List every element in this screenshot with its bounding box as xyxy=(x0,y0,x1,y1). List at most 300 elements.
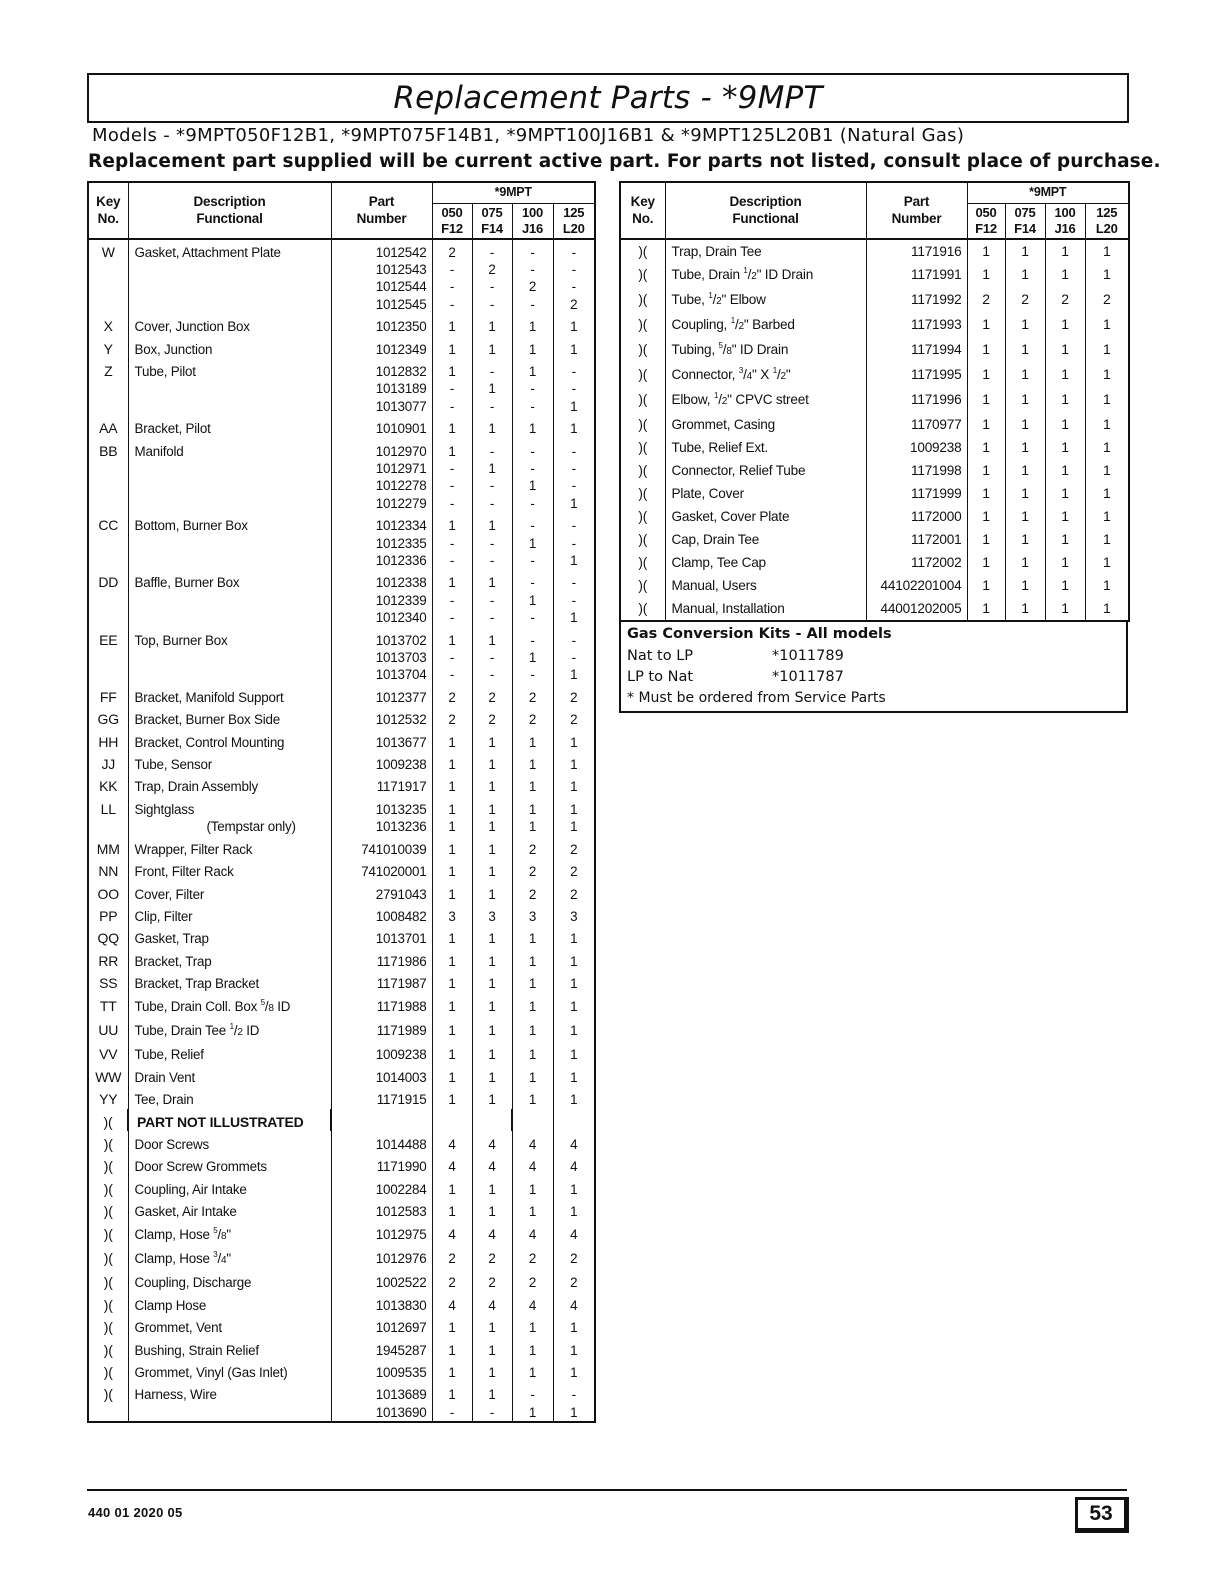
description-cell xyxy=(128,460,331,477)
parts-table-left xyxy=(87,181,596,1423)
part-number-cell: 1012334 xyxy=(331,512,432,534)
quantity-cell: 2 xyxy=(553,296,595,313)
part-number-cell: 741010039 xyxy=(331,836,432,858)
key-cell: Z xyxy=(88,358,128,380)
kit-part: *1011787 xyxy=(772,669,844,685)
description-cell: Door Screws xyxy=(128,1131,331,1153)
part-number-cell: 1012975 xyxy=(331,1221,432,1245)
fraction: $^1$/2 xyxy=(730,315,744,332)
quantity-cell: - xyxy=(472,438,512,460)
table-row xyxy=(88,569,595,591)
part-number-cell: 1012279 xyxy=(331,495,432,512)
part-number-cell: 1013701 xyxy=(331,925,432,947)
quantity-cell: - xyxy=(472,398,512,415)
part-number-cell: 1012532 xyxy=(331,706,432,728)
quantity-cell: 1 xyxy=(432,1176,472,1198)
quantity-cell: 2 xyxy=(512,684,553,706)
part-number-cell: 1172001 xyxy=(866,528,967,551)
quantity-cell: - xyxy=(432,666,472,683)
fraction-numerator: 1 xyxy=(229,1021,234,1031)
quantity-cell: 1 xyxy=(1005,313,1045,338)
description-cell xyxy=(128,552,331,569)
key-cell xyxy=(88,278,128,295)
fraction-numerator: 5 xyxy=(260,997,265,1007)
quantity-cell: - xyxy=(553,535,595,552)
key-cell: )( xyxy=(620,363,665,388)
quantity-cell: - xyxy=(432,398,472,415)
quantity-cell: 3 xyxy=(512,903,553,925)
quantity-cell: 1 xyxy=(1005,574,1045,597)
quantity-cell: 2 xyxy=(553,684,595,706)
quantity-cell: 1 xyxy=(512,1359,553,1381)
table-row xyxy=(88,1245,595,1269)
quantity-cell: 1 xyxy=(432,1198,472,1220)
quantity-cell: - xyxy=(432,495,472,512)
fraction-denominator: 2 xyxy=(721,395,728,407)
quantity-cell xyxy=(512,1109,553,1131)
key-cell: )( xyxy=(88,1359,128,1381)
table-row xyxy=(88,261,595,278)
quantity-cell: 1 xyxy=(553,1314,595,1336)
fraction: $^5$/8 xyxy=(213,1225,227,1242)
quantity-cell: 1 xyxy=(967,263,1005,288)
quantity-cell: 1 xyxy=(553,1041,595,1063)
model-column-header: 100 J16 xyxy=(1045,203,1085,239)
table-row xyxy=(88,649,595,666)
quantity-cell: 1 xyxy=(967,505,1005,528)
table-row xyxy=(88,706,595,728)
quantity-cell: 4 xyxy=(432,1292,472,1314)
quantity-cell: - xyxy=(512,495,553,512)
table-row xyxy=(88,1359,595,1381)
description-cell: Tee, Drain xyxy=(128,1086,331,1108)
table-row xyxy=(88,609,595,626)
quantity-cell: 1 xyxy=(967,482,1005,505)
quantity-cell: 1 xyxy=(967,388,1005,413)
key-cell: YY xyxy=(88,1086,128,1108)
part-number-cell: 1012542 xyxy=(331,239,432,261)
quantity-cell: 1 xyxy=(432,1381,472,1403)
fraction-numerator: 5 xyxy=(718,340,723,350)
part-number-cell: 1012544 xyxy=(331,278,432,295)
quantity-cell: 1 xyxy=(432,881,472,903)
quantity-cell: 1 xyxy=(472,925,512,947)
fraction: $^5$/8 xyxy=(260,997,274,1014)
quantity-cell: 1 xyxy=(1045,388,1085,413)
quantity-cell: 1 xyxy=(512,1314,553,1336)
part-number-cell: 1170977 xyxy=(866,413,967,436)
key-cell: )( xyxy=(620,239,665,263)
quantity-cell: 1 xyxy=(1085,459,1129,482)
table-row xyxy=(88,477,595,494)
description-cell: Plate, Cover xyxy=(665,482,866,505)
part-number-cell: 1012545 xyxy=(331,296,432,313)
quantity-cell: - xyxy=(472,1404,512,1422)
quantity-cell: 1 xyxy=(512,796,553,818)
quantity-cell: 1 xyxy=(432,1337,472,1359)
table-row xyxy=(620,574,1129,597)
quantity-cell: 1 xyxy=(432,336,472,358)
quantity-cell: 1 xyxy=(1085,413,1129,436)
quantity-cell: 1 xyxy=(1045,459,1085,482)
model-column-header: 075 F14 xyxy=(1005,203,1045,239)
table-row xyxy=(88,1381,595,1403)
quantity-cell: 4 xyxy=(512,1292,553,1314)
part-number-cell: 1008482 xyxy=(331,903,432,925)
table-row xyxy=(88,948,595,970)
description-cell: Clamp, Tee Cap xyxy=(665,551,866,574)
quantity-cell: 2 xyxy=(553,706,595,728)
key-cell xyxy=(88,477,128,494)
table-row xyxy=(88,512,595,534)
quantity-cell: 3 xyxy=(553,903,595,925)
quantity-cell: - xyxy=(553,649,595,666)
quantity-cell: 2 xyxy=(432,706,472,728)
table-row xyxy=(88,970,595,992)
quantity-cell: - xyxy=(432,460,472,477)
quantity-cell: - xyxy=(432,380,472,397)
quantity-cell: 1 xyxy=(553,796,595,818)
key-cell: )( xyxy=(620,263,665,288)
part-number-cell: 44001202005 xyxy=(866,597,967,621)
quantity-cell: 2 xyxy=(472,706,512,728)
quantity-cell: 1 xyxy=(432,569,472,591)
part-number-cell: 1171999 xyxy=(866,482,967,505)
quantity-cell: 4 xyxy=(432,1131,472,1153)
quantity-cell: 1 xyxy=(472,796,512,818)
quantity-cell: - xyxy=(553,380,595,397)
description-cell: Grommet, Vent xyxy=(128,1314,331,1336)
model-column-header: 050 F12 xyxy=(432,203,472,239)
quantity-cell: 4 xyxy=(512,1131,553,1153)
key-cell: )( xyxy=(88,1269,128,1291)
quantity-cell: 1 xyxy=(967,313,1005,338)
quantity-cell: 3 xyxy=(472,903,512,925)
description-cell: Grommet, Casing xyxy=(665,413,866,436)
fraction: $^1$/2 xyxy=(708,290,722,307)
model-column-header: 125 L20 xyxy=(553,203,595,239)
quantity-cell: 1 xyxy=(472,773,512,795)
quantity-cell: - xyxy=(512,261,553,278)
quantity-cell: 4 xyxy=(472,1153,512,1175)
key-cell: )( xyxy=(620,482,665,505)
part-number-cell: 1012697 xyxy=(331,1314,432,1336)
quantity-cell: 1 xyxy=(432,1017,472,1041)
description-cell: Elbow, $^1$/2" CPVC street xyxy=(665,388,866,413)
quantity-cell: 2 xyxy=(553,836,595,858)
quantity-cell: 1 xyxy=(553,1086,595,1108)
description-cell xyxy=(128,380,331,397)
fraction-denominator: 2 xyxy=(780,370,786,382)
quantity-cell: 1 xyxy=(553,552,595,569)
table-row xyxy=(88,495,595,512)
quantity-cell: - xyxy=(512,512,553,534)
description-cell xyxy=(128,398,331,415)
quantity-cell: - xyxy=(553,627,595,649)
table-row xyxy=(620,597,1129,621)
part-number-cell: 1171916 xyxy=(866,239,967,263)
key-cell: PP xyxy=(88,903,128,925)
table-row xyxy=(88,358,595,380)
part-number-cell: 1172002 xyxy=(866,551,967,574)
quantity-cell: - xyxy=(553,477,595,494)
quantity-cell: 1 xyxy=(432,358,472,380)
description-cell: Grommet, Vinyl (Gas Inlet) xyxy=(128,1359,331,1381)
key-cell: QQ xyxy=(88,925,128,947)
kit-row xyxy=(627,669,1120,690)
table-row xyxy=(620,363,1129,388)
quantity-cell: 1 xyxy=(472,818,512,835)
quantity-cell: 4 xyxy=(553,1221,595,1245)
quantity-cell: - xyxy=(553,460,595,477)
key-cell: )( xyxy=(620,413,665,436)
quantity-cell: 1 xyxy=(512,1017,553,1041)
part-number-cell: 1013077 xyxy=(331,398,432,415)
part-number-cell: 1012832 xyxy=(331,358,432,380)
page-number: 53 xyxy=(1075,1497,1129,1533)
quantity-cell: 1 xyxy=(472,569,512,591)
description-cell: Tube, Drain $^1$/2" ID Drain xyxy=(665,263,866,288)
key-cell: NN xyxy=(88,858,128,880)
table-row xyxy=(88,278,595,295)
description-cell: Coupling, $^1$/2" Barbed xyxy=(665,313,866,338)
key-cell: LL xyxy=(88,796,128,818)
quantity-cell: 1 xyxy=(1005,388,1045,413)
quantity-cell: - xyxy=(512,569,553,591)
key-cell: )( xyxy=(88,1109,128,1131)
part-number-cell: 1012583 xyxy=(331,1198,432,1220)
key-cell xyxy=(88,609,128,626)
description-cell: PART NOT ILLUSTRATED xyxy=(128,1109,331,1131)
key-cell: Y xyxy=(88,336,128,358)
key-cell: FF xyxy=(88,684,128,706)
quantity-cell: 1 xyxy=(432,1041,472,1063)
quantity-cell: 1 xyxy=(1005,338,1045,363)
quantity-cell: 2 xyxy=(512,881,553,903)
quantity-cell: 4 xyxy=(553,1153,595,1175)
model-column-header: 075 F14 xyxy=(472,203,512,239)
description-cell: Baffle, Burner Box xyxy=(128,569,331,591)
part-number-cell: 44102201004 xyxy=(866,574,967,597)
quantity-cell: 1 xyxy=(472,512,512,534)
description-cell: Harness, Wire xyxy=(128,1381,331,1403)
table-row xyxy=(88,398,595,415)
table-row xyxy=(88,1314,595,1336)
quantity-cell: 1 xyxy=(553,1176,595,1198)
quantity-cell: - xyxy=(553,358,595,380)
key-cell: CC xyxy=(88,512,128,534)
quantity-cell: - xyxy=(472,535,512,552)
quantity-cell: 1 xyxy=(472,1314,512,1336)
key-cell xyxy=(88,460,128,477)
fraction-numerator: 1 xyxy=(730,315,735,325)
quantity-cell: 1 xyxy=(472,1337,512,1359)
part-number-cell: 1171993 xyxy=(866,313,967,338)
quantity-cell: 1 xyxy=(472,415,512,437)
part-number-header: Part Number xyxy=(331,182,432,239)
part-number-cell: 1013704 xyxy=(331,666,432,683)
quantity-cell: 1 xyxy=(553,1017,595,1041)
quantity-cell: - xyxy=(472,666,512,683)
quantity-cell: 1 xyxy=(472,993,512,1017)
part-number-cell: 1012350 xyxy=(331,313,432,335)
description-cell: Drain Vent xyxy=(128,1064,331,1086)
key-cell: BB xyxy=(88,438,128,460)
key-cell: DD xyxy=(88,569,128,591)
key-cell: )( xyxy=(88,1245,128,1269)
quantity-cell: - xyxy=(432,535,472,552)
key-cell: MM xyxy=(88,836,128,858)
key-cell xyxy=(88,495,128,512)
description-cell xyxy=(128,495,331,512)
quantity-cell: - xyxy=(432,278,472,295)
quantity-cell: 2 xyxy=(512,836,553,858)
table-row xyxy=(88,1153,595,1175)
fraction-denominator: 8 xyxy=(221,1230,227,1242)
quantity-cell: 4 xyxy=(553,1131,595,1153)
table-row xyxy=(620,436,1129,459)
key-cell: W xyxy=(88,239,128,261)
key-cell: )( xyxy=(88,1337,128,1359)
key-cell xyxy=(88,380,128,397)
description-cell xyxy=(128,649,331,666)
description-cell: Trap, Drain Tee xyxy=(665,239,866,263)
table-row xyxy=(620,505,1129,528)
part-number-cell: 1002284 xyxy=(331,1176,432,1198)
quantity-cell: 1 xyxy=(1085,239,1129,263)
table-row xyxy=(620,551,1129,574)
key-cell: OO xyxy=(88,881,128,903)
description-cell xyxy=(128,1404,331,1422)
fraction: $^1$/2 xyxy=(743,265,757,282)
quantity-cell: 4 xyxy=(472,1221,512,1245)
description-cell xyxy=(128,535,331,552)
table-row xyxy=(88,881,595,903)
page-title-box xyxy=(87,73,1129,123)
quantity-cell: 1 xyxy=(472,1064,512,1086)
part-number-cell: 1013677 xyxy=(331,729,432,751)
part-number-header: Part Number xyxy=(866,182,967,239)
part-number-cell: 1012336 xyxy=(331,552,432,569)
quantity-cell: 1 xyxy=(967,551,1005,574)
quantity-cell: 2 xyxy=(512,858,553,880)
quantity-cell: 1 xyxy=(1085,363,1129,388)
quantity-cell: 1 xyxy=(472,1198,512,1220)
part-number-cell: 1009238 xyxy=(331,751,432,773)
quantity-cell: 1 xyxy=(1005,263,1045,288)
table-row xyxy=(88,535,595,552)
key-cell: TT xyxy=(88,993,128,1017)
part-number-cell: 1171990 xyxy=(331,1153,432,1175)
quantity-cell: 1 xyxy=(1045,363,1085,388)
key-cell: )( xyxy=(620,551,665,574)
quantity-cell: 1 xyxy=(967,239,1005,263)
part-number-cell: 1012349 xyxy=(331,336,432,358)
quantity-cell: - xyxy=(512,666,553,683)
quantity-cell: 1 xyxy=(1045,263,1085,288)
quantity-cell: 1 xyxy=(1085,528,1129,551)
kit-label: Nat to LP xyxy=(627,648,694,664)
quantity-cell: - xyxy=(432,552,472,569)
quantity-cell: 1 xyxy=(512,1041,553,1063)
part-number-cell: 1013236 xyxy=(331,818,432,835)
description-cell: Tube, Sensor xyxy=(128,751,331,773)
description-cell: Bracket, Pilot xyxy=(128,415,331,437)
quantity-cell: 1 xyxy=(553,925,595,947)
quantity-cell: 1 xyxy=(432,858,472,880)
quantity-cell: 1 xyxy=(472,970,512,992)
part-number-cell: 1171995 xyxy=(866,363,967,388)
description-cell: Tube, Relief xyxy=(128,1041,331,1063)
table-row xyxy=(88,751,595,773)
table-row xyxy=(88,1221,595,1245)
description-cell: Tube, Drain Coll. Box $^5$/8 ID xyxy=(128,993,331,1017)
key-cell: )( xyxy=(88,1221,128,1245)
key-cell: UU xyxy=(88,1017,128,1041)
key-cell: )( xyxy=(620,436,665,459)
fraction: $^5$/8 xyxy=(718,340,732,357)
model-group-header: *9MPT xyxy=(432,182,595,203)
part-number-cell: 1013189 xyxy=(331,380,432,397)
table-row xyxy=(620,388,1129,413)
table-row xyxy=(88,796,595,818)
quantity-cell: 1 xyxy=(432,1086,472,1108)
description-cell: Bracket, Burner Box Side xyxy=(128,706,331,728)
fraction-numerator: 1 xyxy=(708,290,713,300)
part-number-cell: 1171989 xyxy=(331,1017,432,1041)
quantity-cell: 2 xyxy=(512,706,553,728)
quantity-cell: - xyxy=(512,609,553,626)
quantity-cell: 1 xyxy=(512,415,553,437)
quantity-cell: 1 xyxy=(512,993,553,1017)
key-cell: )( xyxy=(88,1198,128,1220)
quantity-cell: 1 xyxy=(512,1198,553,1220)
table-row xyxy=(88,1064,595,1086)
quantity-cell: - xyxy=(553,512,595,534)
quantity-cell: 1 xyxy=(1085,597,1129,621)
quantity-cell: 1 xyxy=(1085,338,1129,363)
key-cell: )( xyxy=(620,505,665,528)
page-title: Replacement Parts - *9MPT xyxy=(393,80,823,116)
quantity-cell: 1 xyxy=(512,1337,553,1359)
key-cell: )( xyxy=(620,597,665,621)
key-cell: KK xyxy=(88,773,128,795)
quantity-cell: 4 xyxy=(512,1153,553,1175)
part-number-cell: 1171994 xyxy=(866,338,967,363)
quantity-cell: - xyxy=(512,296,553,313)
quantity-cell: 1 xyxy=(553,773,595,795)
quantity-cell: 1 xyxy=(512,358,553,380)
quantity-cell: - xyxy=(432,261,472,278)
fraction: $^3$/4 xyxy=(738,365,753,382)
part-number-cell: 2791043 xyxy=(331,881,432,903)
table-row xyxy=(88,1109,595,1131)
key-cell: EE xyxy=(88,627,128,649)
quantity-cell: 1 xyxy=(1005,239,1045,263)
quantity-cell: 1 xyxy=(1005,505,1045,528)
part-number-cell: 1171991 xyxy=(866,263,967,288)
quantity-cell: 1 xyxy=(1005,482,1045,505)
quantity-cell xyxy=(432,1109,472,1131)
fraction-denominator: 8 xyxy=(268,1002,274,1014)
quantity-cell: 1 xyxy=(553,948,595,970)
quantity-cell xyxy=(472,1109,512,1131)
key-cell: GG xyxy=(88,706,128,728)
kits-title: Gas Conversion Kits - All models xyxy=(627,626,892,642)
part-number-cell: 1171986 xyxy=(331,948,432,970)
quantity-cell: 1 xyxy=(432,1064,472,1086)
table-row xyxy=(88,666,595,683)
